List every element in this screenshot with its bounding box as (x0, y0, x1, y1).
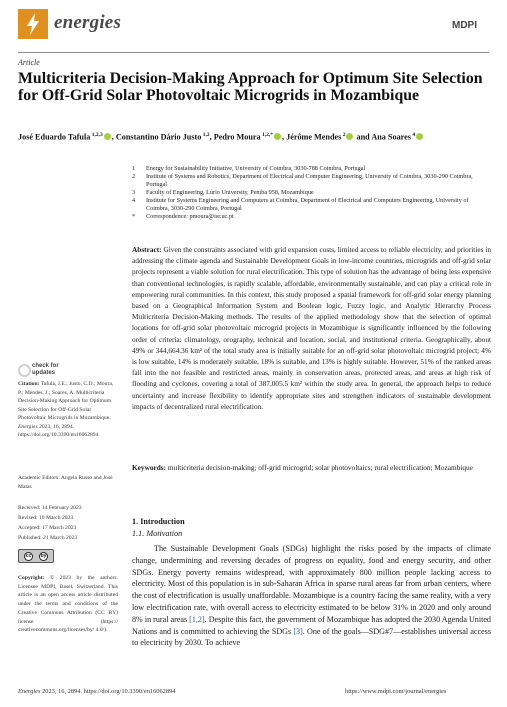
academic-editors: Academic Editors: Angela Russo and José Matas (18, 475, 113, 490)
orcid-icon[interactable] (104, 133, 111, 140)
subsection-heading: 1.1. Motivation (132, 529, 183, 538)
abstract-label: Abstract: (132, 245, 162, 254)
author-separator: and (354, 132, 372, 142)
footer-journal-url[interactable]: https://www.mdpi.com/journal/energies (345, 688, 447, 695)
citation-label: Citation: (18, 381, 40, 387)
cc-license-badge[interactable] (18, 549, 54, 563)
keywords-text: multicriteria decision-making; off-grid microgrid; solar photovoltaics; rural electrification; Mozambique (166, 463, 473, 472)
article-type: Article (18, 58, 40, 67)
footer-doi[interactable]: 2023, 16, 2894. https://doi.org/10.3390/en16062894 (40, 688, 176, 695)
author-name[interactable]: Jérôme Mendes (286, 132, 342, 142)
affiliation-item (132, 189, 492, 197)
check-updates-line1: check for (32, 363, 59, 369)
keywords (132, 462, 491, 473)
footer-journal: Energies (18, 688, 41, 695)
footer-citation (18, 688, 175, 695)
affiliation-text: Correspondence: pmoura@isr.uc.pt (146, 213, 234, 220)
reference-link[interactable]: [3] (293, 626, 303, 636)
author-name[interactable]: Pedro Moura (213, 132, 261, 142)
author-affiliation-marker: 1,2 (201, 132, 210, 138)
author-affiliation-marker: 1,2,* (260, 132, 273, 138)
affiliation-item (132, 197, 492, 213)
by-icon: by (40, 552, 47, 559)
received-date: Received: 14 February 2023 (18, 505, 82, 511)
affiliation-text: Institute for Systems Engineering and Computers at Coimbra, Department of Electrical and Computers Engineering, University of Coimbra, 3030-290 Coimbra, Portugal (146, 197, 469, 212)
author-separator: , (282, 132, 287, 142)
intro-text-b: . Despite this fact, the government of Mozambique has adopted the 2030 Agenda United Nations and is committed to achieving the SDGs (132, 614, 491, 636)
affiliations (132, 165, 492, 221)
affiliation-number: 2 (132, 173, 136, 180)
section-heading: 1. Introduction (132, 517, 185, 526)
check-updates-icon (18, 364, 31, 377)
keywords-label: Keywords: (132, 463, 167, 472)
author-affiliation-marker: 2 (341, 132, 346, 138)
header-divider (18, 52, 489, 53)
copyright-notice (18, 574, 118, 635)
copyright-label: Copyright: (18, 575, 45, 581)
journal-logo-icon (18, 9, 48, 39)
author-name[interactable]: José Eduardo Tafula (18, 132, 91, 142)
affiliation-text: Faculty of Engineering, Lúrio University, Pemba 958, Mozambique (146, 189, 314, 196)
intro-text-c: . One of the goals—SDG#7—establishes universal access to electricity by 2030. To achieve (132, 626, 491, 648)
citation-block (18, 380, 118, 440)
citation-doi[interactable]: 2023, 16, 2894. https://doi.org/10.3390/en16062894 (18, 423, 99, 438)
copyright-text: © 2023 by the authors. Licensee MDPI, Basel, Switzerland. This article is an open access article distributed under the terms and conditions of the Creative Commons Attribution (CC BY) license (https:// creativecommons.org/licenses/by/ 4.0/). (18, 575, 118, 634)
orcid-icon[interactable] (274, 133, 281, 140)
reference-link[interactable]: [1,2] (189, 614, 205, 624)
check-updates-line2: updates (32, 369, 56, 376)
affiliation-number: 4 (132, 197, 136, 204)
author-name[interactable]: Ana Soares (371, 132, 411, 142)
publication-dates (18, 503, 118, 543)
affiliation-item (132, 173, 492, 189)
affiliation-text: Energy for Sustainability Initiative, University of Coimbra, 3030-788 Coimbra, Portugal (146, 165, 366, 172)
intro-paragraph (132, 543, 491, 649)
accepted-date: Accepted: 17 March 2023 (18, 525, 77, 531)
abstract-text: Given the constraints associated with grid expansion costs, limited access to reliable electricity, and priorities in addressing the climate agenda and Sustainable Development Goals in low-income countries, microgrids and off-grid solar projects represent a viable solution for rural electrification. This type of solution has the advantage of being less expensive than conventional technologies, is rapidly scalable, affordable, environmentally sustainable, and can play a critical role in empowering rural communities. In this context, this study proposed a spatial framework for off-grid solar energy planning based on a Geographical Information System and Boolean logic, Fuzzy logic, and Analytic Hierarchy Process Multicriteria Decision-Making methods. The results of the applied methodology show that the selection of optimal locations for off-grid solar photovoltaic microgrid projects in Mozambique is significantly influenced by the following order of criteria: climatology, orography, technical and location, social, and institutional criteria. Geographically, about 49% or 344,664.36 km² of the total study area is initially suitable for an off-grid solar photovoltaic microgrid project; 4% is low suitable, 14% is moderately suitable, 18% is suitable, and 13% is highly suitable. However, 51% of the ranked areas fall into the not feasible and restricted areas, mainly in conservation areas, protected areas, and areas at high risk of flooding and cyclones, covering a total of 387,005.5 km² within the study area. In general, the approach helps to reduce uncertainty and increase flexibility to identify appropriate sites and strengthen indicators of sustainable development impacts of decentralized rural electrification. (132, 245, 491, 411)
orcid-icon[interactable] (416, 133, 423, 140)
citation-text: Tafula, J.E.; Justo, C.D.; Moura, P.; Mendes, J.; Soares, A. Multicriteria Decision-Making Approach for Optimum Site Selection for Off-Grid Solar Photovoltaic Microgrids in Mozambique. (18, 381, 114, 421)
citation-journal: Energies (18, 423, 38, 430)
author-separator: , (209, 132, 214, 142)
revised-date: Revised: 10 March 2023 (18, 515, 74, 521)
author-list (18, 132, 493, 142)
article-title: Multicriteria Decision-Making Approach for Optimum Site Selection for Off-Grid Solar Photovoltaic Microgrids in Mozambique (18, 70, 483, 104)
affiliation-item (132, 213, 492, 221)
affiliation-number: * (132, 213, 136, 220)
mdpi-logo[interactable] (452, 20, 488, 33)
author-name[interactable]: Constantino Dário Justo (115, 132, 202, 142)
cc-icon: cc (25, 552, 32, 559)
affiliation-number: 1 (132, 165, 136, 172)
intro-text-a: The Sustainable Development Goals (SDGs) highlight the risks posed by the impacts of climate change, undermining and reversing decades of progress on equality, food and energy security, and other SDGs. Energy poverty remains widespread, with approximately 800 million people lacking access to electricity. Most of this population is in sub-Saharan Africa in sparse rural areas far from urban centers, where the cost of electrification is usually unaffordable. Mozambique is a country facing the same reality, with a very low electrification rate, with overall access to electricity estimated to be below 31% in 2020 and only around 8% in rural areas (132, 544, 491, 624)
published-date: Published: 21 March 2023 (18, 535, 78, 541)
author-affiliation-marker: 4 (410, 132, 416, 138)
affiliation-item (132, 165, 492, 173)
mdpi-logo-text: MDPI (452, 20, 477, 31)
affiliation-number: 3 (132, 189, 136, 196)
author-affiliation-marker: 1,2,3 (90, 132, 103, 138)
abstract (132, 244, 491, 412)
affiliation-text: Institute of Systems and Robotics, Department of Electrical and Computer Engineering, University of Coimbra, 3030-290 Coimbra, Portugal (146, 173, 473, 188)
journal-name[interactable]: energies (54, 12, 122, 33)
author-separator: , (111, 132, 116, 142)
orcid-icon[interactable] (346, 133, 353, 140)
